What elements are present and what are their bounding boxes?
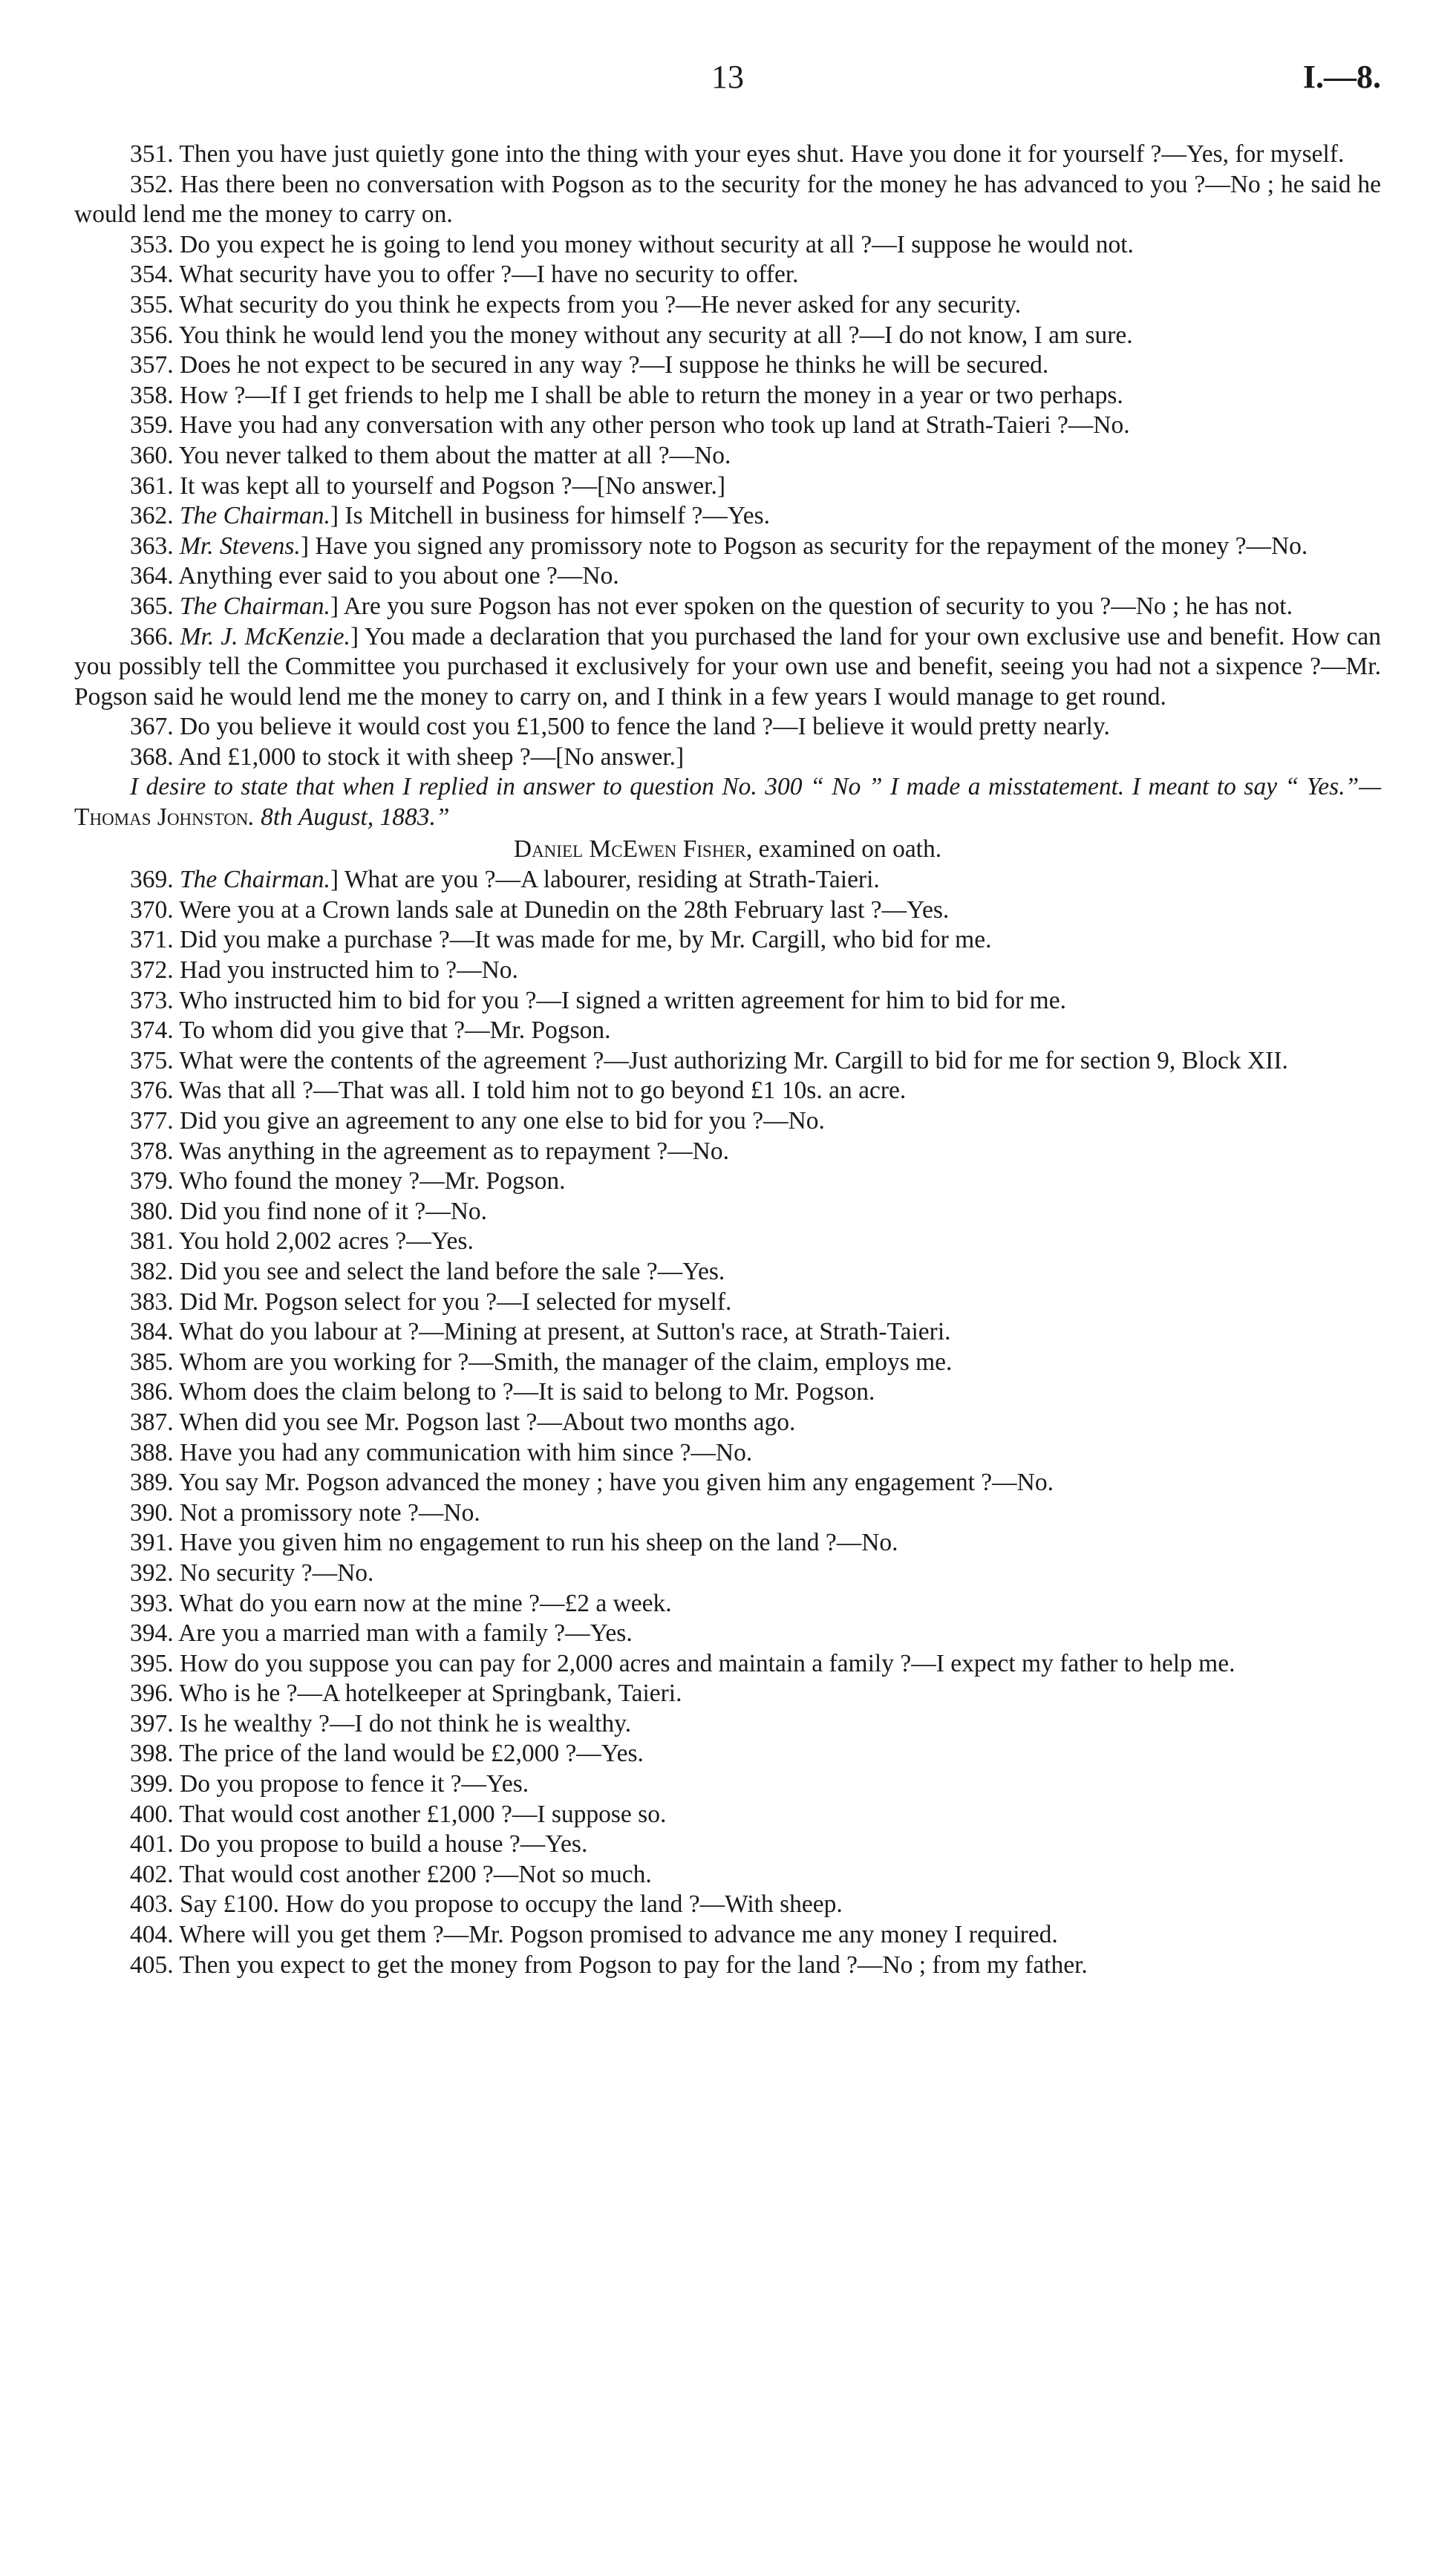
question-item xyxy=(74,1830,1381,1860)
question-number: 396. xyxy=(130,1680,174,1708)
question-text: Did you find none of it ?—No. xyxy=(180,1197,488,1225)
question-item xyxy=(74,865,1381,895)
question-text: You hold 2,002 acres ?—Yes. xyxy=(178,1227,474,1256)
question-text: Who found the money ?—Mr. Pogson. xyxy=(179,1167,566,1195)
question-item xyxy=(74,1559,1381,1589)
question-number: 380. xyxy=(130,1197,174,1225)
question-number: 383. xyxy=(130,1288,174,1316)
question-item xyxy=(74,411,1381,441)
question-number: 389. xyxy=(130,1469,174,1497)
question-number: 372. xyxy=(130,956,174,985)
question-number: 364. xyxy=(130,562,174,590)
question-item xyxy=(74,1317,1381,1348)
question-text: Are you a married man with a family ?—Yes. xyxy=(178,1619,633,1648)
question-text: ] Is Mitchell in business for himself ?—Yes. xyxy=(330,502,770,530)
question-item xyxy=(74,1800,1381,1830)
question-item xyxy=(74,1528,1381,1559)
question-text: Was anything in the agreement as to repayment ?—No. xyxy=(179,1137,729,1165)
question-item xyxy=(74,925,1381,956)
question-item xyxy=(74,1227,1381,1257)
question-item xyxy=(74,1257,1381,1288)
question-text: Have you given him no engagement to run his sheep on the land ?—No. xyxy=(180,1529,898,1557)
question-item xyxy=(74,1709,1381,1740)
question-item xyxy=(74,1377,1381,1408)
page-header xyxy=(74,58,1381,110)
statement-signatory: Thomas Johnston xyxy=(74,803,249,832)
question-number: 390. xyxy=(130,1498,174,1527)
question-text: No security ?—No. xyxy=(180,1559,374,1587)
question-item xyxy=(74,956,1381,986)
question-list-a xyxy=(74,140,1381,772)
question-number: 373. xyxy=(130,986,174,1014)
question-number: 379. xyxy=(130,1167,174,1195)
witness-suffix: , examined on oath. xyxy=(745,835,942,863)
question-text: Did you give an agreement to any one else to bid for you ?—No. xyxy=(180,1107,825,1135)
question-item xyxy=(74,230,1381,261)
question-item xyxy=(74,381,1381,411)
question-text: Does he not expect to be secured in any way ?—I suppose he thinks he will be secured. xyxy=(180,351,1049,379)
question-number: 376. xyxy=(130,1077,174,1105)
question-text: What do you earn now at the mine ?—£2 a week. xyxy=(179,1589,672,1617)
witness-name: Daniel McEwen Fisher xyxy=(513,835,746,863)
question-item xyxy=(74,1619,1381,1649)
question-number: 388. xyxy=(130,1438,174,1466)
question-item xyxy=(74,321,1381,351)
question-text: Do you propose to build a house ?—Yes. xyxy=(180,1830,588,1858)
question-number: 391. xyxy=(130,1529,174,1557)
question-text: ] Are you sure Pogson has not ever spoken on the question of security to you ?—No ; he has not. xyxy=(330,592,1293,620)
question-text: Did you make a purchase ?—It was made for me, by Mr. Cargill, who bid for me. xyxy=(180,926,992,954)
question-number: 371. xyxy=(130,926,174,954)
question-text: Have you had any conversation with any other person who took up land at Strath-Taieri ?—No. xyxy=(180,411,1130,440)
question-number: 368. xyxy=(130,743,174,771)
question-item xyxy=(74,1016,1381,1046)
question-text: Was that all ?—That was all. I told him not to go beyond £1 10s. an acre. xyxy=(179,1077,907,1105)
question-item xyxy=(74,1860,1381,1890)
question-text: ] Have you signed any promissory note to Pogson as security for the repayment of the money ?—No. xyxy=(300,532,1308,560)
question-text: Do you expect he is going to lend you money without security at all ?—I suppose he would not. xyxy=(180,230,1134,258)
question-number: 362. xyxy=(130,502,174,530)
question-number: 356. xyxy=(130,321,174,349)
question-item xyxy=(74,592,1381,622)
question-text: ] What are you ?—A labourer, residing at Strath-Taieri. xyxy=(330,866,880,894)
question-text: Had you instructed him to ?—No. xyxy=(180,956,518,985)
speaker-name: The Chairman. xyxy=(180,592,330,620)
question-text: Have you had any communication with him since ?—No. xyxy=(180,1438,753,1466)
question-item xyxy=(74,1137,1381,1167)
question-text: The price of the land would be £2,000 ?—Yes. xyxy=(179,1740,644,1768)
correction-statement xyxy=(74,772,1381,832)
question-text: And £1,000 to stock it with sheep ?—[No answer.] xyxy=(178,743,685,771)
question-item xyxy=(74,986,1381,1016)
question-text: You never talked to them about the matter at all ?—No. xyxy=(178,441,731,469)
question-item xyxy=(74,1589,1381,1619)
question-number: 360. xyxy=(130,441,174,469)
question-number: 400. xyxy=(130,1800,174,1828)
question-text: It was kept all to yourself and Pogson ?—[No answer.] xyxy=(180,471,725,500)
question-text: You say Mr. Pogson advanced the money ; have you given him any engagement ?—No. xyxy=(178,1469,1054,1497)
question-text: Where will you get them ?—Mr. Pogson promised to advance me any money I required. xyxy=(179,1921,1058,1949)
question-text: Then you have just quietly gone into the thing with your eyes shut. Have you done it for yourself ?—Yes, for myself. xyxy=(179,140,1345,168)
question-number: 387. xyxy=(130,1408,174,1436)
question-number: 374. xyxy=(130,1016,174,1045)
question-text: Were you at a Crown lands sale at Dunedin on the 28th February last ?—Yes. xyxy=(179,895,950,924)
question-item xyxy=(74,1498,1381,1529)
question-item xyxy=(74,1890,1381,1920)
speaker-name: The Chairman. xyxy=(180,866,330,894)
question-number: 395. xyxy=(130,1649,174,1677)
question-item xyxy=(74,1166,1381,1197)
question-number: 402. xyxy=(130,1860,174,1888)
question-text: Is he wealthy ?—I do not think he is wealthy. xyxy=(180,1709,632,1737)
question-item xyxy=(74,1920,1381,1951)
question-text: ] You made a declaration that you purchased the land for your own exclusive use and benefit. How can you possibly tell the Committee you purchased it exclusively for your own use and benefit, seeing you had not a sixpence ?—Mr. Pogson said he would lend me the money to carry on, and I think in a few years I would manage to get round. xyxy=(74,622,1381,711)
question-text: That would cost another £1,000 ?—I suppose so. xyxy=(179,1800,667,1828)
question-number: 355. xyxy=(130,290,174,319)
question-number: 359. xyxy=(130,411,174,440)
question-number: 352. xyxy=(130,170,174,198)
question-list-b xyxy=(74,865,1381,1980)
question-number: 381. xyxy=(130,1227,174,1256)
question-text: Do you propose to fence it ?—Yes. xyxy=(180,1770,529,1798)
question-text: What were the contents of the agreement ?—Just authorizing Mr. Cargill to bid for me for section 9, Block XII. xyxy=(179,1046,1288,1074)
question-item xyxy=(74,622,1381,713)
question-text: Say £100. How do you propose to occupy the land ?—With sheep. xyxy=(180,1890,843,1919)
question-number: 358. xyxy=(130,381,174,409)
question-text: Whom does the claim belong to ?—It is said to belong to Mr. Pogson. xyxy=(179,1378,875,1406)
question-text: Who instructed him to bid for you ?—I signed a written agreement for him to bid for me. xyxy=(179,986,1066,1014)
question-item xyxy=(74,1076,1381,1106)
question-item xyxy=(74,170,1381,230)
question-item xyxy=(74,1408,1381,1438)
question-number: 369. xyxy=(130,866,174,894)
question-item xyxy=(74,1288,1381,1318)
question-item xyxy=(74,1106,1381,1137)
question-text: That would cost another £200 ?—Not so much. xyxy=(179,1860,652,1888)
question-text: Not a promissory note ?—No. xyxy=(180,1498,480,1527)
question-item xyxy=(74,501,1381,532)
question-item xyxy=(74,140,1381,170)
question-text: Then you expect to get the money from Pogson to pay for the land ?—No ; from my father. xyxy=(179,1951,1088,1979)
question-item xyxy=(74,1739,1381,1769)
question-text: What do you labour at ?—Mining at present, at Sutton's race, at Strath-Taieri. xyxy=(179,1318,951,1346)
question-number: 361. xyxy=(130,471,174,500)
question-text: Who is he ?—A hotelkeeper at Springbank, Taieri. xyxy=(179,1680,682,1708)
question-number: 392. xyxy=(130,1559,174,1587)
question-item xyxy=(74,1649,1381,1680)
question-number: 386. xyxy=(130,1378,174,1406)
question-number: 377. xyxy=(130,1107,174,1135)
question-item xyxy=(74,260,1381,290)
question-item xyxy=(74,1769,1381,1800)
question-number: 401. xyxy=(130,1830,174,1858)
question-item xyxy=(74,1046,1381,1077)
question-number: 382. xyxy=(130,1257,174,1285)
question-item xyxy=(74,1951,1381,1981)
question-text: Has there been no conversation with Pogson as to the security for the money he has advanced to you ?—No ; he said he would lend me the money to carry on. xyxy=(74,170,1382,229)
question-number: 351. xyxy=(130,140,174,168)
question-number: 354. xyxy=(130,261,174,289)
question-text: What security have you to offer ?—I have no security to offer. xyxy=(179,261,799,289)
question-number: 393. xyxy=(130,1589,174,1617)
question-item xyxy=(74,895,1381,926)
question-text: Did you see and select the land before the sale ?—Yes. xyxy=(180,1257,725,1285)
question-number: 357. xyxy=(130,351,174,379)
speaker-name: The Chairman. xyxy=(180,502,330,530)
page-number: 13 xyxy=(711,59,744,95)
question-number: 384. xyxy=(130,1318,174,1346)
question-text: Did Mr. Pogson select for you ?—I selected for myself. xyxy=(180,1288,732,1316)
question-text: To whom did you give that ?—Mr. Pogson. xyxy=(179,1016,611,1045)
question-number: 366. xyxy=(130,622,174,650)
question-number: 378. xyxy=(130,1137,174,1165)
question-number: 367. xyxy=(130,713,174,741)
question-text: How ?—If I get friends to help me I shall be able to return the money in a year or two perhaps. xyxy=(180,381,1123,409)
question-number: 394. xyxy=(130,1619,174,1648)
question-number: 404. xyxy=(130,1921,174,1949)
question-number: 370. xyxy=(130,895,174,924)
question-item xyxy=(74,1197,1381,1227)
question-number: 353. xyxy=(130,230,174,258)
question-number: 385. xyxy=(130,1348,174,1376)
question-item xyxy=(74,1679,1381,1709)
question-number: 375. xyxy=(130,1046,174,1074)
question-item xyxy=(74,561,1381,592)
correction-text: I desire to state that when I replied in answer to question No. 300 “ No ” I made a misstatement. I meant to say “ Yes.”— xyxy=(130,773,1381,801)
question-item xyxy=(74,1438,1381,1469)
question-text: Do you believe it would cost you £1,500 to fence the land ?—I believe it would pretty nearly. xyxy=(180,713,1110,741)
question-item xyxy=(74,532,1381,562)
question-item xyxy=(74,1468,1381,1498)
question-number: 405. xyxy=(130,1951,174,1979)
question-number: 397. xyxy=(130,1709,174,1737)
statement-date: . 8th August, 1883.” xyxy=(248,803,450,832)
question-number: 363. xyxy=(130,532,174,560)
question-text: What security do you think he expects from you ?—He never asked for any security. xyxy=(179,290,1022,319)
question-item xyxy=(74,712,1381,743)
question-text: Whom are you working for ?—Smith, the manager of the claim, employs me. xyxy=(179,1348,953,1376)
question-item xyxy=(74,1348,1381,1378)
question-item xyxy=(74,290,1381,321)
question-text: How do you suppose you can pay for 2,000 acres and maintain a family ?—I expect my father to help me. xyxy=(180,1649,1235,1677)
question-item xyxy=(74,350,1381,381)
question-number: 365. xyxy=(130,592,174,620)
question-number: 399. xyxy=(130,1770,174,1798)
speaker-name: Mr. Stevens. xyxy=(180,532,301,560)
question-item xyxy=(74,471,1381,502)
witness-heading xyxy=(74,835,1381,865)
speaker-name: Mr. J. McKenzie. xyxy=(180,622,350,650)
question-number: 398. xyxy=(130,1740,174,1768)
question-number: 403. xyxy=(130,1890,174,1919)
question-item xyxy=(74,441,1381,471)
evidence-body xyxy=(74,140,1381,1980)
question-text: You think he would lend you the money without any security at all ?—I do not know, I am sure. xyxy=(178,321,1133,349)
paper-reference: I.—8. xyxy=(1302,59,1381,95)
question-item xyxy=(74,743,1381,773)
question-text: Anything ever said to you about one ?—No. xyxy=(178,562,619,590)
question-text: When did you see Mr. Pogson last ?—About two months ago. xyxy=(179,1408,796,1436)
